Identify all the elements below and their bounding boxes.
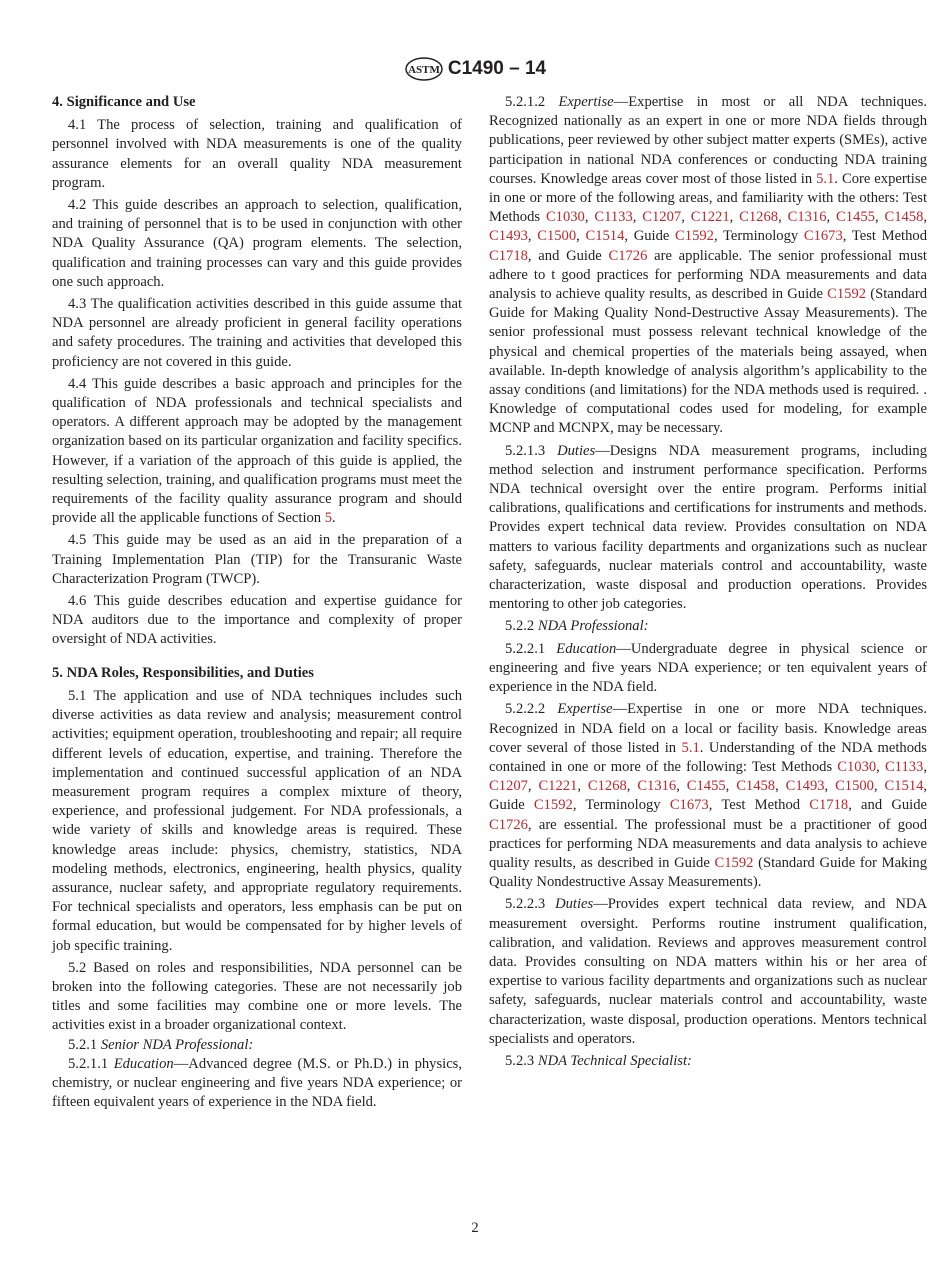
svg-text:ASTM: ASTM: [407, 64, 440, 76]
reference-link[interactable]: C1673: [669, 797, 709, 814]
reference-link[interactable]: C1718: [809, 797, 849, 814]
section-heading: [52, 93, 462, 112]
text-run: ,: [725, 778, 737, 795]
reference-link[interactable]: C1455: [686, 778, 726, 795]
italic-term: Duties: [555, 896, 594, 913]
text-run: ,: [826, 209, 837, 226]
text-run: 5.2.2.3: [505, 896, 556, 913]
reference-link[interactable]: C1316: [637, 778, 677, 795]
reference-link[interactable]: C1592: [533, 797, 573, 814]
text-run: —Undergraduate degree in physical science or engineering and five years NDA experience; or ten equivalent years of experience in the NDA field.: [489, 640, 928, 696]
text-run: ,: [676, 778, 687, 795]
reference-link[interactable]: 5.1: [681, 739, 700, 756]
paragraph: [489, 442, 927, 615]
text-run: ,: [824, 778, 836, 795]
reference-link[interactable]: C1221: [690, 209, 730, 226]
paragraph: [489, 93, 927, 439]
text-run: 4.3 The qualification activities described in this guide assume that NDA personnel are already proficient in general facility operations and safety procedures. The training and activities that developed this proficiency are not covered in this guide.: [52, 296, 462, 370]
text-run: —Designs NDA measurement programs, including method selection and instrument performance specification. Performs NDA technical oversight over the entire program. Performs initial calibrations, qualifications and certifications for instruments and methods. Provides expert technical data review. Provides consultation on NDA matters to various facility departments and organizations such as nuclear safety, safeguards, nuclear materials control and accountability, waste characterization, waste disposal and production operations. Provides mentoring to other job categories.: [489, 442, 927, 613]
text-run: , Terminology: [713, 228, 804, 245]
text-run: are applicable. The senior professional must adhere to t good practices for performing NDA measurements and data analysis to achieve quality results, as described in Guide: [489, 247, 927, 303]
text-run: 5.2.1.3: [505, 442, 558, 459]
reference-link[interactable]: C1207: [489, 778, 528, 795]
left-column: [52, 93, 462, 1115]
reference-link[interactable]: C1030: [545, 209, 585, 226]
text-run: ,: [876, 758, 885, 775]
text-run: , Guide: [624, 228, 676, 245]
text-run: ,: [626, 778, 638, 795]
text-run: ,: [632, 209, 643, 226]
text-run: ,: [577, 778, 588, 795]
italic-term: NDA Technical Specialist:: [537, 1052, 692, 1069]
text-run: 5. NDA Roles, Responsibilities, and Duties: [52, 664, 314, 681]
paragraph: [489, 1052, 927, 1071]
text-run: ,: [527, 778, 539, 795]
reference-link[interactable]: C1500: [537, 228, 577, 245]
text-run: 5.2.1: [68, 1036, 101, 1053]
reference-link[interactable]: C1455: [836, 209, 875, 226]
reference-link[interactable]: C1592: [675, 228, 714, 245]
text-run: 4.2 This guide describes an approach to selection, qualification, and training of personnel that is to be used in conjunction with other NDA Quality Assurance (QA) program elements. The selection, qualification and training processes can vary and this guide provides one such approach.: [52, 197, 462, 290]
reference-link[interactable]: C1030: [837, 758, 877, 775]
text-run: 4.6 This guide describes education and expertise guidance for NDA auditors due to the importance and complexity of proper oversight of NDA activities.: [52, 593, 462, 648]
text-run: ,: [923, 209, 928, 226]
italic-term: Expertise: [558, 94, 614, 110]
reference-link[interactable]: C1458: [736, 778, 776, 795]
section-heading: [52, 664, 462, 683]
text-run: 5.2 Based on roles and responsibilities, NDA personnel can be broken into the following categories. These are not necessarily job titles and some facilities may combine one or more levels. The activities exist in a broader organizational context.: [52, 959, 462, 1034]
paragraph: [52, 375, 462, 529]
document-header: [0, 56, 950, 82]
text-run: 5.2.2.1: [505, 640, 557, 657]
text-run: —Provides expert technical data review, and NDA measurement oversight. Performs routine instrument qualification, calibration, and validation. Reviews and approves measurement control data. Provides consulting on NDA matters within his or her area of expertise to various facility departments and organizations such as nuclear safety, safeguards, nuclear materials control and accountability, waste characterization, waste disposal, production operations. Mentors technical specialists and operators.: [489, 896, 928, 1047]
text-run: . Understanding of the NDA methods contained in one or more of the following: Test Methods: [489, 739, 927, 775]
text-run: 4. Significance and Use: [52, 94, 196, 110]
reference-link[interactable]: C1493: [489, 228, 528, 245]
text-run: 5.1 The application and use of NDA techniques includes such diverse activities as data review and analysis; measurement control activities; equipment operation, troubleshooting and repair; all require different levels of education, expertise, and training. Therefore the implementation and continued successful application of an NDA measurement program requires a complex mixture of theory, experience, and professional judgement. For NDA professionals, a wide variety of skills and knowledge areas is required. These knowledge areas include: physics, chemistry, statistics, NDA modeling methods, electronics, engineering, health physics, quality assurance, nuclear safety, and appropriate regulatory requirements. For technical specialists and operators, less emphasis can be put on formal education, but would be compensated for by higher levels of job specific training.: [52, 687, 462, 954]
paragraph: [52, 531, 462, 589]
reference-link[interactable]: C1592: [714, 854, 754, 871]
paragraph: [52, 116, 462, 193]
paragraph: [52, 295, 462, 372]
italic-term: Education: [556, 640, 617, 657]
italic-term: NDA Professional:: [537, 618, 649, 635]
paragraph: [489, 617, 927, 636]
text-run: ,: [584, 209, 595, 226]
paragraph: [52, 592, 462, 650]
italic-term: Senior NDA Professional:: [100, 1036, 254, 1053]
astm-logo-icon: [404, 56, 444, 82]
reference-link[interactable]: C1718: [489, 247, 528, 264]
paragraph: [489, 700, 927, 892]
text-run: (Standard Guide for Making Quality Nond-Destructive Assay Measurements). The senior professional must possess relevant technical knowledge of the physical and chemical properties of the materials being assayed, when available. In-depth knowledge of analysis algorithm’s applicability to the assay conditions (and limitations) for the NDA methods used is required. . Knowledge of computational codes used for modeling, for example MCNP and MCNPX, may be necessary.: [489, 286, 928, 437]
text-run: ,: [527, 228, 538, 245]
text-run: ,: [923, 758, 927, 775]
text-run: ,: [873, 778, 885, 795]
text-run: ,: [576, 228, 586, 245]
paragraph: [489, 640, 927, 698]
text-run: 4.1 The process of selection, training and qualification of personnel involved with NDA measurements is one of the quality assurance elements for an overall quality NDA measurement program.: [52, 117, 462, 191]
text-run: , Test Method: [842, 228, 927, 245]
reference-link[interactable]: C1493: [785, 778, 825, 795]
text-run: . Core expertise in one or more of the following areas, and familiarity with the others: Test Methods: [489, 170, 927, 226]
text-run: 5.2.1.1: [68, 1055, 114, 1072]
reference-link[interactable]: C1316: [787, 209, 827, 226]
reference-link[interactable]: C1514: [585, 228, 625, 245]
text-run: 5.2.1.2: [505, 94, 559, 110]
reference-link[interactable]: C1726: [608, 247, 648, 264]
reference-link[interactable]: C1592: [827, 286, 867, 303]
text-run: ,: [874, 209, 885, 226]
text-run: , are essential. The professional must be a practitioner of good practices for performing NDA measurements and data analysis to achieve quality results, as described in Guide: [489, 816, 927, 871]
italic-term: Duties: [557, 442, 596, 459]
paragraph: [52, 1055, 462, 1113]
reference-link[interactable]: C1514: [884, 778, 924, 795]
reference-link[interactable]: C1268: [587, 778, 627, 795]
reference-link[interactable]: C1726: [489, 816, 528, 833]
text-run: .: [332, 510, 336, 527]
paragraph: [489, 895, 927, 1049]
text-run: ,: [778, 209, 788, 226]
text-run: , and Guide: [848, 797, 927, 814]
text-run: 4.5 This guide may be used as an aid in the preparation of a Training Implementation Plan (TIP) for the Transuranic Waste Characterization Program (TWCP).: [52, 532, 462, 587]
text-run: —Advanced degree (M.S. or Ph.D.) in physics, chemistry, or nuclear engineering and five years NDA experience; or fifteen equivalent years of experience in the NDA field.: [52, 1055, 463, 1111]
reference-link[interactable]: C1673: [803, 228, 843, 245]
reference-link[interactable]: C1133: [594, 209, 633, 226]
page-number: 2: [471, 1220, 479, 1236]
text-run: , and Guide: [527, 247, 609, 264]
text-run: 5.2.3: [505, 1052, 538, 1069]
reference-link[interactable]: C1207: [642, 209, 682, 226]
reference-link[interactable]: C1221: [538, 778, 578, 795]
text-run: 4.4 This guide describes a basic approach and principles for the qualification of NDA professionals and technical specialists and operators. A different approach may be adopted by the management organization based on its particular organization and facility specifics. However, if a variation of the approach of this guide is applied, the resulting selection, training, and qualification programs must meet the requirements of the facility quality assurance program and should provide all the applicable functions of Section: [52, 375, 462, 527]
text-run: (Standard Guide for Making Quality Nondestructive Assay Measurements).: [489, 854, 927, 891]
designation: C1490 – 14: [447, 58, 547, 79]
text-run: ,: [681, 209, 691, 226]
text-run: ,: [775, 778, 786, 795]
italic-term: Education: [113, 1055, 174, 1072]
text-run: —Expertise in one or more NDA techniques. Recognized in NDA field on a local or facility basis. Knowledge areas cover several of those listed in: [489, 701, 928, 756]
reference-link[interactable]: C1268: [739, 209, 779, 226]
paragraph: [52, 959, 462, 1036]
right-column: [489, 93, 927, 1074]
reference-link[interactable]: 5.1: [816, 170, 835, 187]
text-run: , Test Method: [708, 797, 810, 814]
reference-link[interactable]: C1133: [884, 758, 924, 775]
reference-link[interactable]: C1458: [884, 209, 924, 226]
text-run: ,: [729, 209, 740, 226]
italic-term: Expertise: [557, 701, 613, 718]
paragraph: [52, 687, 462, 956]
reference-link[interactable]: C1500: [835, 778, 874, 795]
reference-link[interactable]: 5: [324, 510, 333, 527]
paragraph: [52, 1036, 462, 1055]
text-run: 5.2.2: [505, 618, 538, 635]
text-run: —Expertise in most or all NDA techniques. Recognized nationally as an expert in one or more NDA fields through publications, peer reviewed by other subject matter experts (SMEs), active participation in national NDA conferences or conducting NDA training courses. Knowledge areas cover most of those listed in: [489, 94, 927, 187]
text-run: , Terminology: [572, 797, 670, 814]
text-run: , Guide: [489, 778, 928, 814]
text-run: 5.2.2.2: [505, 701, 558, 718]
paragraph: [52, 196, 462, 292]
